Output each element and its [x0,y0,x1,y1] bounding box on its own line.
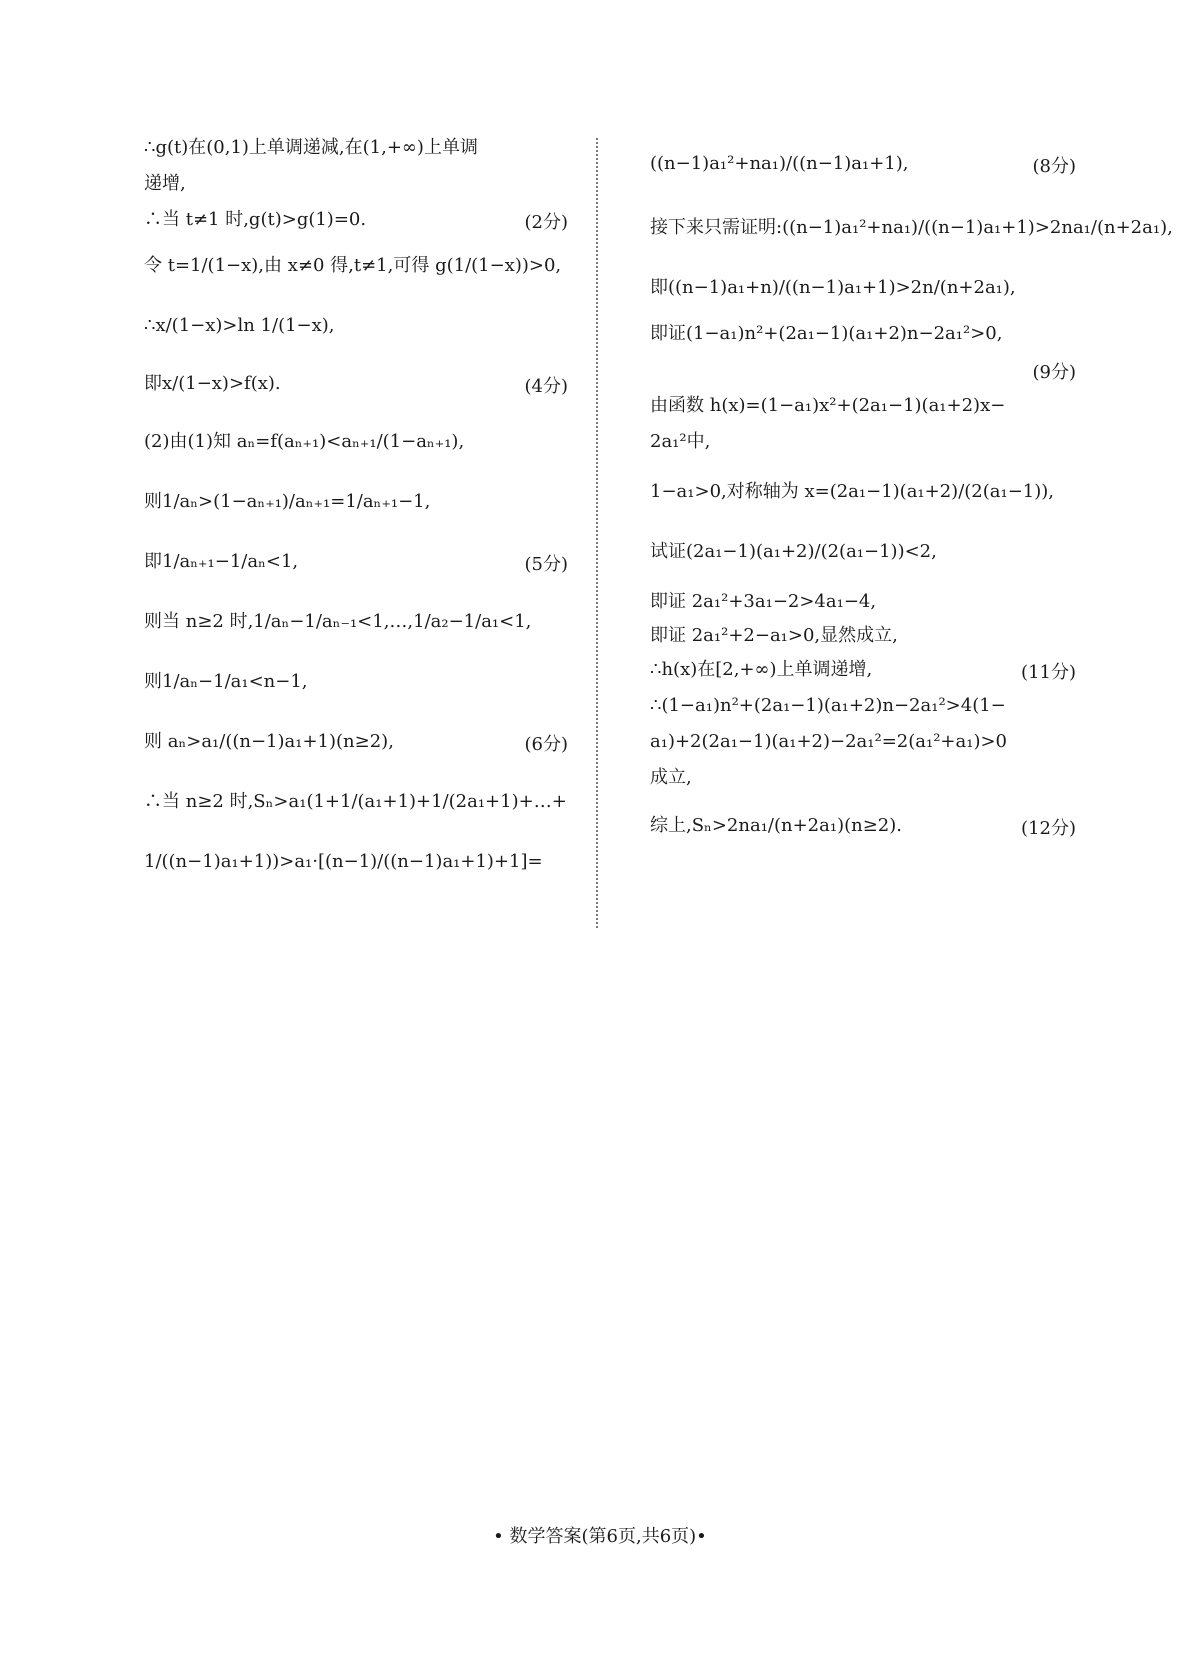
score-8: (8分) [1032,156,1076,177]
right-line-14: 成立, [650,767,692,788]
right-line-15: 综上,Sₙ>2na₁/(n+2a₁)(n≥2). [650,815,902,836]
right-line-12: ∴(1−a₁)n²+(2a₁−1)(a₁+2)n−2a₁²>4(1− [650,695,1006,716]
right-line-7: 1−a₁>0,对称轴为 x=(2a₁−1)(a₁+2)/(2(a₁−1)), [650,481,1055,502]
right-line-1: ((n−1)a₁²+na₁)/((n−1)a₁+1), [650,153,909,174]
right-line-3: 即((n−1)a₁+n)/((n−1)a₁+1)>2n/(n+2a₁), [650,277,1016,298]
right-line-10: 即证 2a₁²+2−a₁>0,显然成立, [650,625,898,646]
score-6: (6分) [524,734,568,755]
left-line-6: 即x/(1−x)>f(x). [144,373,281,394]
column-divider [596,138,598,928]
left-line-3: ∴当 t≠1 时,g(t)>g(1)=0. [144,209,367,230]
page-footer: • 数学答案(第6页,共6页)• [493,1526,707,1547]
right-line-8: 试证(2a₁−1)(a₁+2)/(2(a₁−1))<2, [650,541,937,562]
left-line-9: 即1/aₙ₊₁−1/aₙ<1, [144,551,299,572]
right-line-2: 接下来只需证明:((n−1)a₁²+na₁)/((n−1)a₁+1)>2na₁/(n+2a₁), [650,217,1173,238]
left-line-1: ∴g(t)在(0,1)上单调递减,在(1,+∞)上单调 [144,137,478,158]
left-line-5: ∴x/(1−x)>ln 1/(1−x), [144,315,335,336]
right-line-9: 即证 2a₁²+3a₁−2>4a₁−4, [650,591,877,612]
left-line-12: 则 aₙ>a₁/((n−1)a₁+1)(n≥2), [144,731,394,752]
left-line-8: 则1/aₙ>(1−aₙ₊₁)/aₙ₊₁=1/aₙ₊₁−1, [144,491,431,512]
right-line-4: 即证(1−a₁)n²+(2a₁−1)(a₁+2)n−2a₁²>0, [650,323,1003,344]
left-line-4: 令 t=1/(1−x),由 x≠0 得,t≠1,可得 g(1/(1−x))>0, [144,255,562,276]
right-line-11: ∴h(x)在[2,+∞)上单调递增, [650,659,873,680]
right-line-5: 由函数 h(x)=(1−a₁)x²+(2a₁−1)(a₁+2)x− [650,395,1006,416]
score-11: (11分) [1021,662,1076,683]
left-line-11: 则1/aₙ−1/a₁<n−1, [144,671,308,692]
right-line-6: 2a₁²中, [650,431,711,452]
left-line-2: 递增, [144,173,186,194]
score-5: (5分) [524,554,568,575]
left-line-7: (2)由(1)知 aₙ=f(aₙ₊₁)<aₙ₊₁/(1−aₙ₊₁), [144,431,465,452]
score-9: (9分) [1032,362,1076,383]
left-line-13: ∴当 n≥2 时,Sₙ>a₁(1+1/(a₁+1)+1/(2a₁+1)+…+ [144,791,567,812]
score-2: (2分) [524,212,568,233]
right-line-13: a₁)+2(2a₁−1)(a₁+2)−2a₁²=2(a₁²+a₁)>0 [650,731,1008,752]
score-4: (4分) [524,376,568,397]
score-12: (12分) [1021,818,1076,839]
left-line-14: 1/((n−1)a₁+1))>a₁·[(n−1)/((n−1)a₁+1)+1]= [144,851,543,872]
left-line-10: 则当 n≥2 时,1/aₙ−1/aₙ₋₁<1,…,1/a₂−1/a₁<1, [144,611,532,632]
